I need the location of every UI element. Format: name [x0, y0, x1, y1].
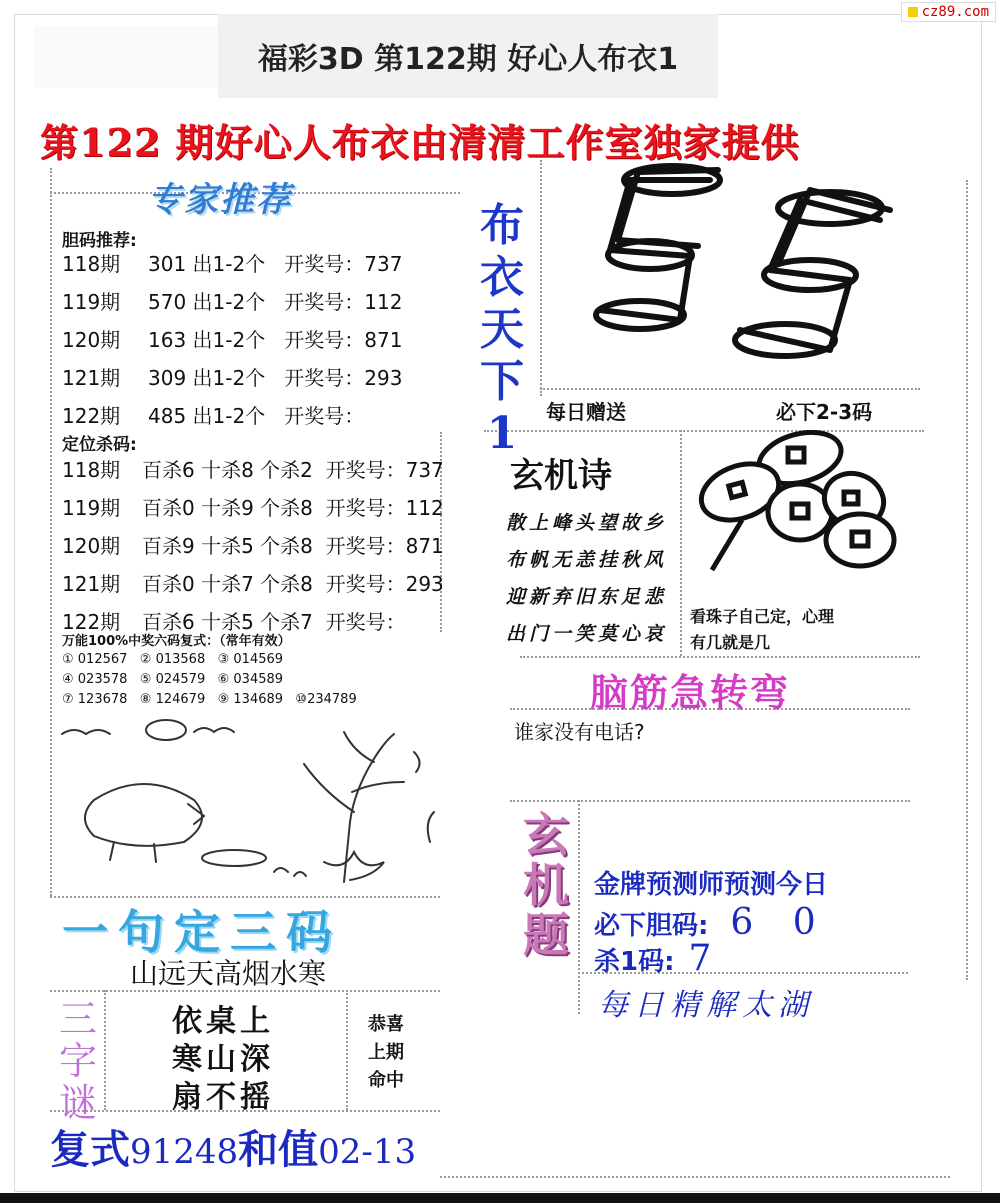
fushi-hezhi-footer	[50, 1118, 416, 1175]
riddle-line: 依桌上	[172, 1004, 274, 1039]
list-item: 118期 百杀6 十杀8 个杀2 开奖号：737	[62, 458, 444, 482]
fushi-label: 复式	[50, 1126, 130, 1173]
list-item: 122期 485 出1-2个 开奖号：	[62, 404, 365, 428]
list-item: 121期 309 出1-2个 开奖号：293	[62, 366, 403, 390]
dan-label: 胆码推荐:	[62, 231, 137, 251]
poem-line: 布帆无恙挂秋风	[506, 549, 668, 571]
list-item: 121期 百杀0 十杀7 个杀8 开奖号：293	[62, 572, 444, 596]
xuanji-poem-title: 玄机诗	[510, 456, 612, 496]
list-item: 120期 百杀9 十杀5 个杀8 开奖号：871	[62, 534, 444, 558]
coins-illustration	[692, 430, 912, 600]
divider	[510, 800, 910, 802]
badge-dot-icon	[908, 7, 918, 17]
kill-list	[62, 454, 444, 642]
divider	[520, 656, 920, 658]
list-item: 122期 百杀6 十杀5 个杀7 开奖号：	[62, 610, 406, 634]
combo-label: 万能100%中奖六码复式：（常年有效）	[62, 634, 291, 649]
banner: 第122 期好心人布衣由清清工作室独家提供	[40, 120, 800, 165]
poem-line: 迎新弃旧东足悲	[506, 586, 668, 608]
daily-gift-value: 必下2-3码	[776, 400, 873, 424]
pig-tree-illustration	[54, 712, 444, 892]
brain-teaser-question: 谁家没有电话?	[514, 720, 645, 744]
buyi-vertical-title: 布 衣 天 下 1	[480, 200, 524, 459]
three-char-riddle-lines	[172, 996, 274, 1115]
divider	[680, 430, 682, 656]
daily-explain-footer: 每日精解太湖	[598, 988, 814, 1023]
poem-line: 散上峰头望故乡	[506, 512, 668, 534]
divider	[966, 180, 968, 980]
kill-one-code: 杀1码: 7	[594, 938, 712, 979]
list-item: ① 012567 ② 013568 ③ 014569	[62, 652, 284, 667]
combo-list	[62, 652, 357, 712]
bottom-rule	[0, 1193, 1000, 1203]
divider	[104, 990, 106, 1110]
kill-label: 定位杀码:	[62, 435, 137, 455]
site-badge-text: cz89.com	[921, 4, 989, 20]
page-title: 福彩3D 第122期 好心人布衣1	[218, 14, 718, 98]
divider	[540, 160, 542, 396]
expert-title: 专家推荐	[148, 180, 292, 220]
brain-teaser-title: 脑筋急转弯	[590, 670, 791, 715]
list-item: 118期 301 出1-2个 开奖号：737	[62, 252, 403, 276]
site-badge[interactable]	[901, 2, 996, 22]
one-line-text: 山远天高烟水寒	[130, 957, 327, 990]
beads-note-line2: 有几就是几	[690, 633, 771, 652]
divider	[540, 388, 920, 390]
dan-list	[62, 248, 402, 438]
riddle-line: 寒山深	[172, 1042, 274, 1077]
list-item: ④ 023578 ⑤ 024579 ⑥ 034589	[62, 672, 284, 687]
title-left-pad	[34, 26, 218, 88]
divider	[50, 168, 52, 896]
list-item: 119期 570 出1-2个 开奖号：112	[62, 290, 403, 314]
list-item: 120期 163 出1-2个 开奖号：871	[62, 328, 403, 352]
hezhi-value: 02-13	[318, 1132, 417, 1172]
number-55-illustration	[560, 160, 900, 386]
list-item: 119期 百杀0 十杀9 个杀8 开奖号：112	[62, 496, 444, 520]
one-line-three-codes-title: 一句定三码	[62, 905, 342, 959]
beads-note-line1: 看珠子自己定，心理	[690, 607, 835, 626]
hezhi-label: 和值	[238, 1126, 319, 1173]
three-char-riddle-label: 三 字 谜	[58, 997, 97, 1125]
poem-line: 出门一笑莫心哀	[506, 623, 668, 645]
riddle-line: 扇不摇	[172, 1080, 274, 1115]
congrats-note: 恭喜 上期 命中	[368, 1014, 404, 1091]
fushi-value: 91248	[130, 1132, 239, 1172]
divider	[578, 800, 580, 1014]
daily-gift-label: 每日赠送	[546, 400, 626, 424]
divider	[346, 990, 348, 1110]
divider	[440, 1176, 950, 1178]
must-dan-codes: 必下胆码: 6 0	[594, 902, 830, 943]
xuanji-ti-vertical-title: 玄 机 题	[523, 808, 569, 962]
list-item: ⑦ 123678 ⑧ 124679 ⑨ 134689 ⑩234789	[62, 692, 357, 707]
gold-predictor-title: 金牌预测师预测今日	[594, 870, 829, 900]
xuanji-poem	[506, 508, 667, 656]
